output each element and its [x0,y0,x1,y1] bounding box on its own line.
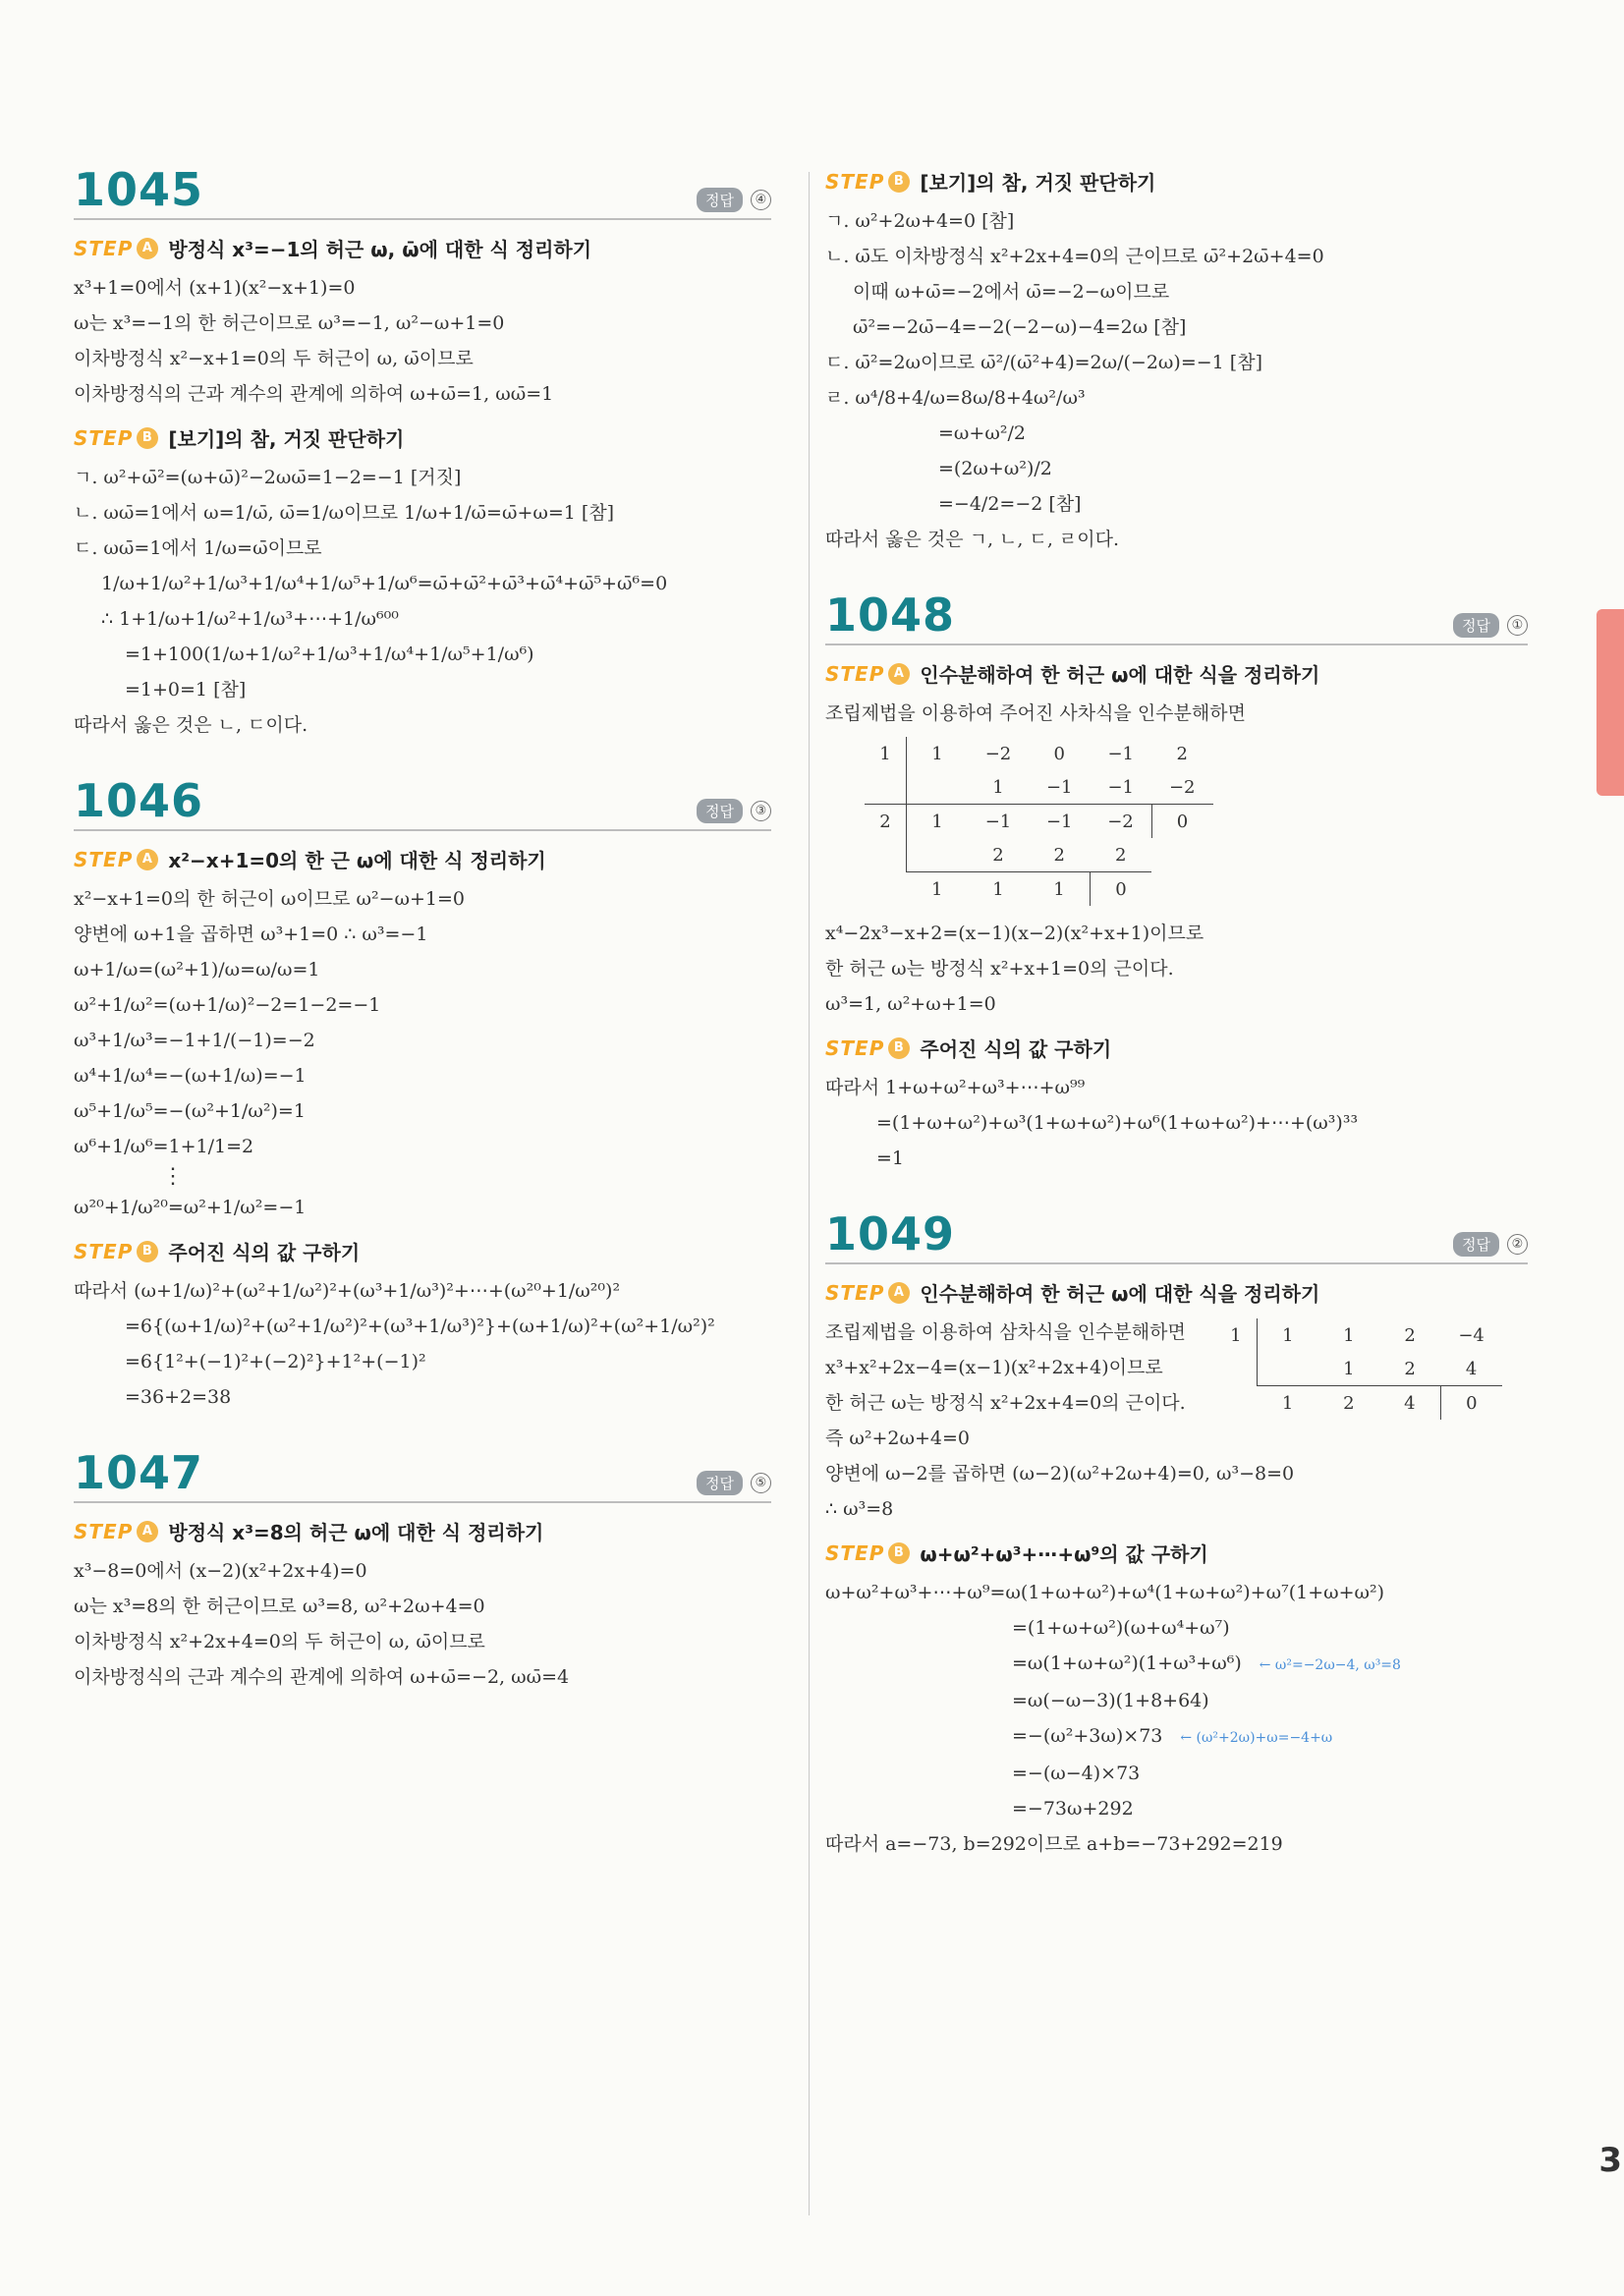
table-cell: 1 [1343,1358,1355,1379]
page-number: 3 [1598,2141,1622,2180]
math-line: ω²⁰+1/ω²⁰=ω²+1/ω²=−1 [74,1197,307,1218]
math-line: x²−x+1=0의 한 허근이 ω이므로 ω²−ω+1=0 [74,888,466,910]
table-cell: 1 [907,872,969,907]
problem-number: 1047 [74,1446,204,1499]
math-line: =(1+ω+ω²)+ω³(1+ω+ω²)+ω⁶(1+ω+ω²)+⋯+(ω³)³³ [876,1112,1359,1134]
math-line: =−(ω−4)×73 [1012,1763,1141,1784]
step-letter: A [888,1282,910,1304]
step-title: 방정식 x³=8의 허근 ω에 대한 식 정리하기 [168,1521,544,1544]
right-column [825,167,1528,1897]
step-letter: B [888,1037,910,1059]
annotation-note: ← (ω²+2ω)+ω=−4+ω [1180,1730,1333,1746]
table-cell: −1 [1029,805,1091,839]
table-cell: −1 [1107,776,1135,798]
math-line: ω²+1/ω²=(ω+1/ω)²−2=1−2=−1 [74,994,381,1016]
step-heading [74,1517,771,1545]
answer-value: ④ [751,190,771,210]
problem-header [74,774,771,831]
table-cell: 1 [865,737,907,770]
math-line: =ω(−ω−3)(1+8+64) [1012,1690,1209,1711]
math-line: ω⁶+1/ω⁶=1+1/1=2 [74,1136,254,1157]
math-line: ω³=1, ω²+ω+1=0 [825,993,996,1015]
math-line: ㄱ. ω²+2ω+4=0 [참] [825,210,1015,232]
math-line: 이때 ω+ω̄=−2에서 ω̄=−2−ω이므로 [853,281,1170,303]
math-line: ω+1/ω=(ω²+1)/ω=ω/ω=1 [74,959,320,980]
math-line: =−4/2=−2 [참] [938,493,1082,515]
step-tag: STEP A [74,237,158,260]
problem-1046 [74,774,771,1415]
math-line: ω⁵+1/ω⁵=−(ω²+1/ω²)=1 [74,1100,306,1122]
table-cell: 1 [1257,1386,1318,1421]
step-tag: STEP A [74,1520,158,1543]
math-line: 한 허근 ω는 방정식 x²+2x+4=0의 근이다. [825,1392,1186,1414]
step-title: 방정식 x³=−1의 허근 ω, ω̄에 대한 식 정리하기 [168,238,592,261]
answer [697,1471,771,1495]
step-letter: B [888,171,910,193]
step-tag: STEP B [74,1240,158,1263]
annotation-note: ← ω²=−2ω−4, ω³=8 [1259,1657,1401,1673]
table-cell: 0 [1151,805,1213,839]
table-cell: 4 [1379,1386,1441,1421]
problem-header [74,163,771,220]
table-cell: 2 [1318,1386,1379,1421]
step-letter: A [137,849,158,870]
math-line: =ω+ω²/2 [938,422,1026,444]
math-line: =36+2=38 [125,1386,232,1408]
math-line: 이차방정식 x²+2x+4=0의 두 허근이 ω, ω̄이므로 [74,1631,485,1652]
table-cell: 0 [1053,743,1065,764]
math-line: ω̄²=−2ω̄−4=−2(−2−ω)−4=2ω [참] [853,316,1187,338]
step-heading [74,234,771,262]
table-cell: 1 [968,872,1029,907]
step-title: 인수분해하여 한 허근 ω에 대한 식을 정리하기 [920,663,1320,687]
step-title: [보기]의 참, 거짓 판단하기 [168,427,405,451]
math-line: 한 허근 ω는 방정식 x²+x+1=0의 근이다. [825,958,1174,980]
table-cell: 1 [1215,1318,1258,1352]
table-cell: 2 [1176,743,1188,764]
math-line: x³−8=0에서 (x−2)(x²+2x+4)=0 [74,1560,367,1582]
table-cell: 4 [1465,1358,1478,1379]
step-tag: STEP B [825,1541,910,1565]
math-line: =−(ω²+3ω)×73 ← (ω²+2ω)+ω=−4+ω [1012,1725,1333,1747]
table-cell: −4 [1458,1324,1484,1346]
math-line: 조립제법을 이용하여 주어진 사차식을 인수분해하면 [825,702,1246,724]
table-cell: −1 [968,805,1029,839]
math-line: 즉 ω²+2ω+4=0 [825,1428,971,1449]
step-tag: STEP B [825,1036,910,1060]
table-cell [1215,1352,1258,1386]
answer [697,188,771,212]
problem-header [74,1446,771,1503]
step-heading [74,845,771,873]
vertical-ellipsis: ⋮ [162,1164,184,1189]
table-cell [1151,872,1213,907]
math-line: 이차방정식의 근과 계수의 관계에 의하여 ω+ω̄=1, ωω̄=1 [74,383,554,405]
answer-value: ① [1507,615,1528,636]
problem-number: 1045 [74,163,204,216]
table-cell [1257,1352,1318,1386]
step-heading [74,1237,771,1265]
table-cell [907,770,969,805]
math-line: =6{(ω+1/ω)²+(ω²+1/ω²)²+(ω³+1/ω³)²}+(ω+1/ω)²+(ω²+1/ω²)² [125,1316,715,1337]
step-tag: STEP B [825,170,910,194]
answer-value: ② [1507,1234,1528,1255]
step-letter: B [137,1241,158,1262]
table-cell [865,872,907,907]
step-heading [825,659,1528,688]
column-divider [809,172,810,2215]
problem-number: 1049 [825,1207,956,1260]
step-title: 인수분해하여 한 허근 ω에 대한 식을 정리하기 [920,1282,1320,1306]
chapter-side-tab [1596,609,1624,796]
problem-1049 [825,1207,1528,1862]
table-cell: 2 [1115,844,1127,866]
table-cell: 1 [931,743,943,764]
math-line: 양변에 ω+1을 곱하면 ω³+1=0 ∴ ω³=−1 [74,924,428,945]
math-line: =ω(1+ω+ω²)(1+ω³+ω⁶) ← ω²=−2ω−4, ω³=8 [1012,1652,1401,1674]
math-line: =(1+ω+ω²)(ω+ω⁴+ω⁷) [1012,1617,1230,1639]
table-cell [907,838,969,872]
step-heading [74,423,771,452]
step-tag: STEP A [825,1281,910,1305]
table-cell: 0 [1091,872,1152,907]
table-cell [1151,838,1213,872]
table-cell: 0 [1440,1386,1502,1421]
step-title: 주어진 식의 값 구하기 [168,1241,361,1264]
table-cell: −1 [1107,743,1135,764]
step-title: 주어진 식의 값 구하기 [920,1037,1112,1061]
answer-badge: 정답 [1453,613,1499,638]
step-title: ω+ω²+ω³+⋯+ω⁹의 값 구하기 [920,1542,1208,1566]
math-line: x³+1=0에서 (x+1)(x²−x+1)=0 [74,277,356,299]
step-heading [825,1034,1528,1062]
problem-1047-continued [825,167,1528,557]
math-line: x⁴−2x³−x+2=(x−1)(x−2)(x²+x+1)이므로 [825,923,1204,944]
step-letter: A [888,663,910,685]
math-line: 1/ω+1/ω²+1/ω³+1/ω⁴+1/ω⁵+1/ω⁶=ω̄+ω̄²+ω̄³+ω̄⁴+ω̄⁵+ω̄⁶=0 [101,573,668,594]
step-heading [825,1278,1528,1307]
math-line: ω+ω²+ω³+⋯+ω⁹=ω(1+ω+ω²)+ω⁴(1+ω+ω²)+ω⁷(1+ω+ω²) [825,1582,1385,1603]
table-cell: 1 [1029,872,1091,907]
math-line: ㄱ. ω²+ω̄²=(ω+ω̄)²−2ωω̄=1−2=−1 [거짓] [74,467,462,488]
answer-value: ③ [751,801,771,821]
synthetic-division-table [1215,1318,1502,1421]
math-line: ㄹ. ω⁴/8+4/ω=8ω/8+4ω²/ω³ [825,387,1086,409]
table-cell [865,838,907,872]
problem-number: 1048 [825,588,956,642]
math-line: =1+100(1/ω+1/ω²+1/ω³+1/ω⁴+1/ω⁵+1/ω⁶) [125,644,534,665]
math-line: ω는 x³=−1의 한 허근이므로 ω³=−1, ω²−ω+1=0 [74,312,505,334]
table-cell: 1 [992,776,1004,798]
conclusion-line: 따라서 옳은 것은 ㄱ, ㄴ, ㄷ, ㄹ이다. [825,529,1119,550]
math-line: =1 [876,1148,905,1169]
step-tag: STEP A [825,662,910,686]
answer-badge: 정답 [697,188,743,212]
answer [1453,1232,1528,1257]
conclusion-line: 따라서 a=−73, b=292이므로 a+b=−73+292=219 [825,1833,1283,1855]
factoring-text [825,1315,1186,1421]
problem-1047 [74,1446,771,1695]
table-cell [865,770,907,805]
math-line: =6{1²+(−1)²+(−2)²}+1²+(−1)² [125,1351,426,1372]
table-cell: 1 [1343,1324,1355,1346]
answer [697,799,771,823]
table-cell: 2 [1404,1324,1416,1346]
table-cell: 2 [1053,844,1065,866]
math-line: 양변에 ω−2를 곱하면 (ω−2)(ω²+2ω+4)=0, ω³−8=0 [825,1463,1295,1484]
table-cell: −1 [1045,776,1073,798]
problem-number: 1046 [74,774,204,827]
math-line: =−73ω+292 [1012,1798,1134,1820]
factoring-block [825,1315,1528,1421]
answer-badge: 정답 [697,1471,743,1495]
step-letter: A [137,238,158,259]
conclusion-line: 따라서 옳은 것은 ㄴ, ㄷ이다. [74,714,308,736]
math-line: 따라서 1+ω+ω²+ω³+⋯+ω⁹⁹ [825,1077,1086,1098]
math-line: ㄴ. ωω̄=1에서 ω=1/ω̄, ω̄=1/ω이므로 1/ω+1/ω̄=ω̄+ω=1 [참] [74,502,615,524]
step-letter: B [137,427,158,449]
step-title: [보기]의 참, 거짓 판단하기 [920,171,1156,195]
step-heading [825,167,1528,196]
step-tag: STEP A [74,848,158,871]
answer-value: ⑤ [751,1473,771,1493]
math-line: ∴ 1+1/ω+1/ω²+1/ω³+⋯+1/ω⁶⁰⁰ [101,608,399,630]
table-cell: 1 [1282,1324,1294,1346]
math-line: ㄷ. ω̄²=2ω이므로 ω̄²/(ω̄²+4)=2ω/(−2ω)=−1 [참] [825,352,1262,373]
math-line: 조립제법을 이용하여 삼차식을 인수분해하면 [825,1321,1186,1343]
table-cell: 1 [907,805,969,839]
math-line: ω³+1/ω³=−1+1/(−1)=−2 [74,1030,315,1051]
table-cell [1215,1386,1258,1421]
table-cell: −2 [1091,805,1152,839]
math-line: =(2ω+ω²)/2 [938,458,1052,479]
step-tag: STEP B [74,426,158,450]
answer-badge: 정답 [697,799,743,823]
answer [1453,613,1528,638]
math-line: ㄷ. ωω̄=1에서 1/ω=ω̄이므로 [74,537,322,559]
problem-1048 [825,588,1528,1176]
problem-header [825,588,1528,645]
problem-header [825,1207,1528,1264]
step-heading [825,1539,1528,1567]
synthetic-division-table [865,737,1528,906]
step-letter: A [137,1521,158,1542]
math-line: 이차방정식의 근과 계수의 관계에 의하여 ω+ω̄=−2, ωω̄=4 [74,1666,570,1688]
table-cell: −2 [984,743,1012,764]
table-cell: −2 [1168,776,1196,798]
problem-1045 [74,163,771,743]
table-cell: 2 [865,805,907,839]
math-line: =1+0=1 [참] [125,679,247,700]
table-cell: 2 [1404,1358,1416,1379]
step-title: x²−x+1=0의 한 근 ω에 대한 식 정리하기 [168,849,546,872]
math-line: ω는 x³=8의 한 허근이므로 ω³=8, ω²+2ω+4=0 [74,1596,485,1617]
math-line: 따라서 (ω+1/ω)²+(ω²+1/ω²)²+(ω³+1/ω³)²+⋯+(ω²⁰+1/ω²⁰)² [74,1280,621,1302]
answer-badge: 정답 [1453,1232,1499,1257]
math-line: ω⁴+1/ω⁴=−(ω+1/ω)=−1 [74,1065,307,1087]
step-letter: B [888,1542,910,1564]
math-line: x³+x²+2x−4=(x−1)(x²+2x+4)이므로 [825,1357,1163,1378]
math-line: ∴ ω³=8 [825,1498,894,1520]
math-line: 이차방정식 x²−x+1=0의 두 허근이 ω, ω̄이므로 [74,348,474,369]
table-cell: 2 [992,844,1004,866]
math-line: ㄴ. ω̄도 이차방정식 x²+2x+4=0의 근이므로 ω̄²+2ω̄+4=0 [825,246,1324,267]
left-column [74,163,771,1730]
